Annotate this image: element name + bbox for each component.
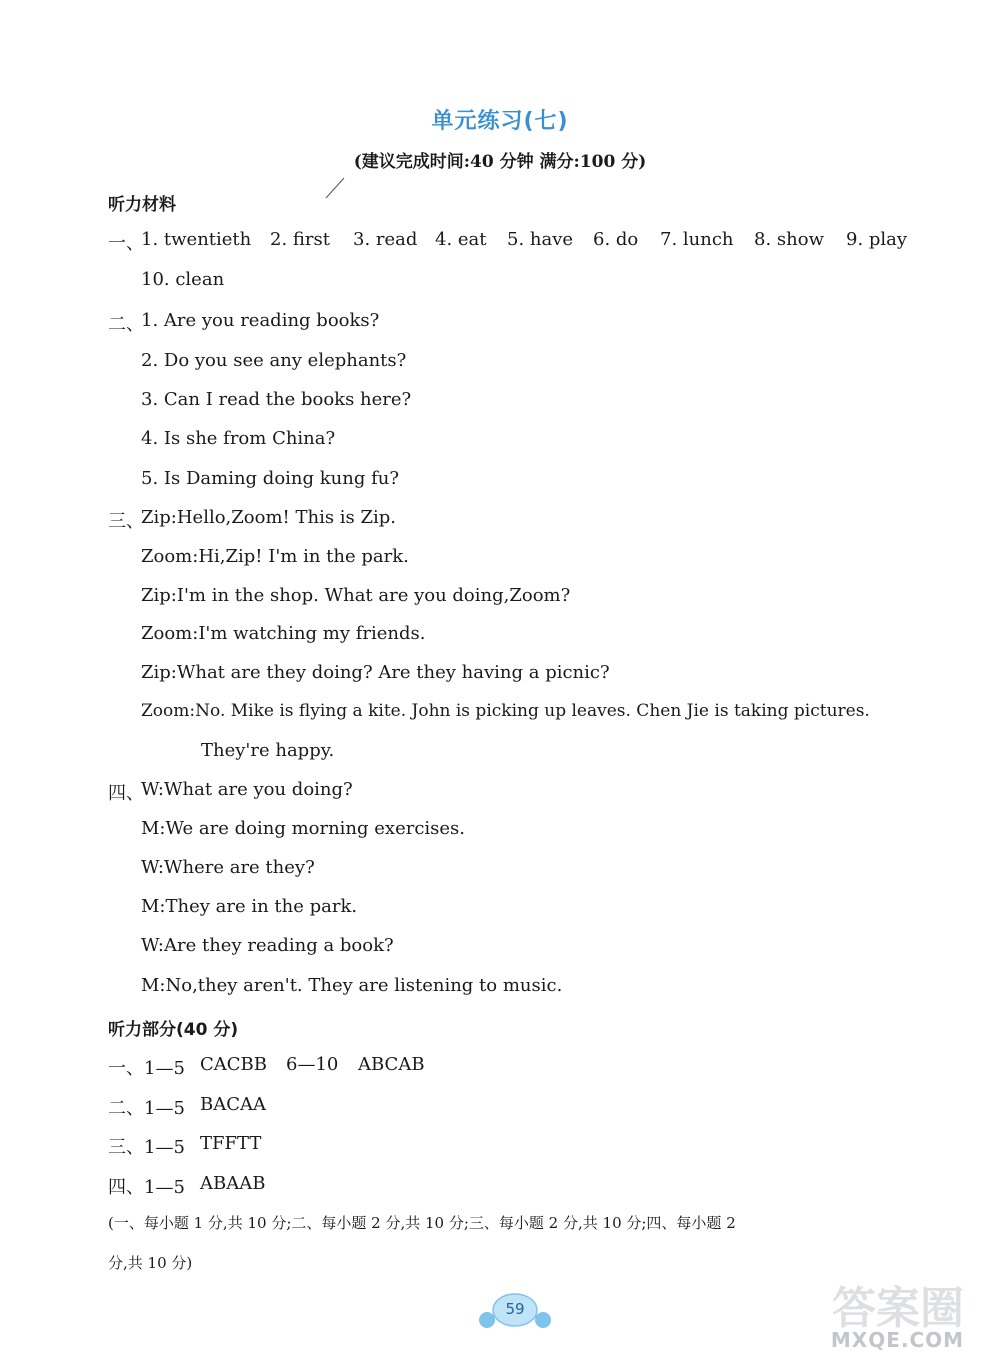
- scoring-note: (一、每小题 1 分,共 10 分;二、每小题 2 分,共 10 分;三、每小题 2 分,共 10 分;四、每小题 2: [108, 1214, 736, 1232]
- dialogue-line: M:No,they aren't. They are listening to music.: [141, 975, 563, 996]
- question-line: 2. Do you see any elephants?: [141, 350, 407, 371]
- word-item: 6. do: [593, 229, 639, 250]
- answer-label: 三、1—5: [108, 1137, 185, 1158]
- dialogue-line: Zoom:Hi,Zip! I'm in the park.: [141, 546, 409, 567]
- question-line: 5. Is Daming doing kung fu?: [141, 468, 399, 489]
- dialogue-line: Zoom:No. Mike is flying a kite. John is picking up leaves. Chen Jie is taking pictures.: [141, 701, 870, 721]
- word-item: 4. eat: [435, 229, 487, 250]
- dialogue-line: W:What are you doing?: [141, 779, 353, 800]
- page-subtitle: (建议完成时间:40 分钟 满分:100 分): [353, 152, 647, 172]
- word-item: 8. show: [754, 229, 824, 250]
- section-prefix: 一、: [108, 233, 144, 254]
- dialogue-line: Zip:I'm in the shop. What are you doing,Zoom?: [141, 585, 571, 606]
- answer-value: ABCAB: [358, 1054, 425, 1075]
- dialogue-line: They're happy.: [201, 740, 335, 761]
- answer-label: 一、1—5: [108, 1058, 185, 1079]
- dialogue-line: Zoom:I'm watching my friends.: [141, 623, 426, 644]
- page-title: 单元练习(七): [431, 109, 569, 134]
- question-line: 4. Is she from China?: [141, 428, 336, 449]
- section-prefix: 三、: [108, 511, 144, 532]
- answer-value: BACAA: [200, 1094, 266, 1115]
- word-item: 5. have: [507, 229, 574, 250]
- word-item: 2. first: [270, 229, 330, 250]
- answer-value: TFFTT: [200, 1133, 262, 1154]
- dialogue-line: M:They are in the park.: [141, 896, 358, 917]
- question-line: 3. Can I read the books here?: [141, 389, 412, 410]
- dialogue-line: Zip:What are they doing? Are they having a picnic?: [141, 662, 610, 683]
- dialogue-line: Zip:Hello,Zoom! This is Zip.: [141, 507, 397, 528]
- section-prefix: 四、: [108, 783, 144, 804]
- section-heading-listening-part: 听力部分(40 分): [108, 1020, 239, 1040]
- word-item: 9. play: [846, 229, 908, 250]
- page-number: 59: [505, 1300, 525, 1318]
- dialogue-line: W:Where are they?: [141, 857, 315, 878]
- dialogue-line: M:We are doing morning exercises.: [141, 818, 466, 839]
- watermark-site: MXQE.COM: [830, 1328, 965, 1352]
- word-item: 3. read: [353, 229, 418, 250]
- word-item: 1. twentieth: [141, 229, 252, 250]
- answer-value: ABAAB: [200, 1173, 266, 1194]
- scoring-note: 分,共 10 分): [108, 1254, 193, 1272]
- dialogue-line: W:Are they reading a book?: [141, 935, 394, 956]
- question-line: 1. Are you reading books?: [141, 310, 380, 331]
- pen-mark: [322, 176, 346, 200]
- answer-label: 二、1—5: [108, 1098, 185, 1119]
- section-heading-listening-material: 听力材料: [108, 195, 176, 215]
- answer-label: 四、1—5: [108, 1177, 185, 1198]
- word-item: 7. lunch: [660, 229, 734, 250]
- answer-label: 6—10: [286, 1054, 339, 1075]
- word-item: 10. clean: [141, 269, 225, 290]
- answer-value: CACBB: [200, 1054, 267, 1075]
- section-prefix: 二、: [108, 314, 144, 335]
- watermark-logo: 答案圈: [832, 1283, 964, 1334]
